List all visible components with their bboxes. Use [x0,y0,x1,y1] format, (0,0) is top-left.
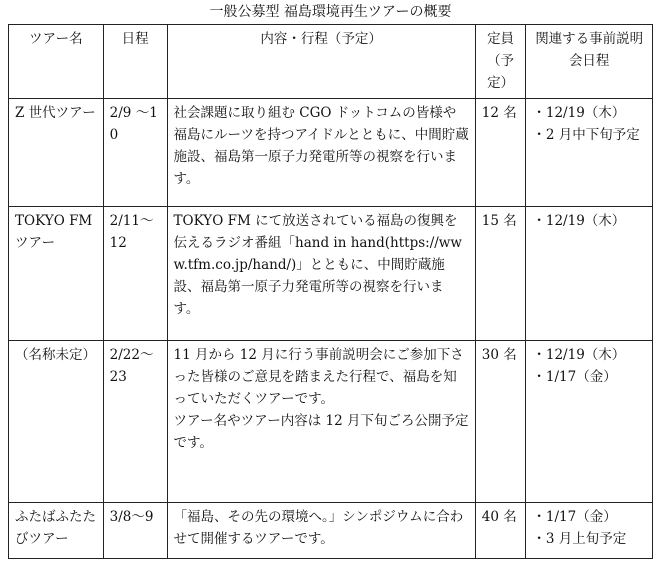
session-date: ・2 月中下旬予定 [532,127,640,143]
content-text: 「福島、その先の環境へ。」シンポジウムに合わせて開催するツアーです。 [173,509,464,547]
session-date: ・1/17（金） [532,369,617,385]
header-tour-name: ツアー名 [9,25,104,99]
session-date: ・12/19（木） [532,105,626,121]
document-title: 一般公募型 福島環境再生ツアーの概要 [209,4,452,20]
cell-session [526,341,653,503]
table-row [9,503,653,559]
cell-date: 3/8～9 [103,503,167,559]
cell-tour-name: ふたばふたたびツアー [9,503,104,559]
header-date: 日程 [103,25,167,99]
cell-content [167,341,475,503]
cell-content [167,99,475,207]
cell-date: 2/9 ～10 [103,99,167,207]
cell-content [167,503,475,559]
content-text: ツアー名やツアー内容は 12 月下旬ごろ公開予定です。 [173,413,469,451]
cell-capacity: 40 名 [475,503,526,559]
cell-session [526,99,653,207]
session-date: ・1/17（金） [532,509,617,525]
content-text: 社会課題に取り組む CGO ドットコムの皆様や福島にルーツを持つアイドルとともに、中間貯蔵施設、福島第一原子力発電所等の視察を行います。 [173,105,469,187]
header-session: 関連する事前説明会日程 [526,25,653,99]
cell-capacity: 15 名 [475,207,526,341]
table-row [9,99,653,207]
header-content: 内容・行程（予定） [167,25,475,99]
table-header-row [9,25,653,99]
session-date: ・12/19（木） [532,347,626,363]
table-row [9,341,653,503]
content-text: 11 月から 12 月に行う事前説明会にご参加下さった皆様のご意見を踏まえた行程で、福島を知っていただくツアーです。 [173,347,464,407]
tour-overview-table [8,24,653,559]
header-capacity: 定員（予定） [475,25,526,99]
cell-tour-name: TOKYO FM ツアー [9,207,104,341]
content-text: TOKYO FM にて放送されている福島の復興を伝えるラジオ番組「hand in hand(https://www.tfm.co.jp/hand/)」とともに、中間貯蔵施設、福島第一原子力発電所等の視察を行います。 [173,213,462,317]
cell-content [167,207,475,341]
session-date: ・3 月上旬予定 [532,531,627,547]
cell-capacity: 30 名 [475,341,526,503]
session-date: ・12/19（木） [532,213,626,229]
cell-capacity: 12 名 [475,99,526,207]
cell-tour-name: （名称未定） [9,341,104,503]
cell-session [526,503,653,559]
table-row [9,207,653,341]
cell-date: 2/11～12 [103,207,167,341]
cell-date: 2/22～23 [103,341,167,503]
cell-tour-name: Z 世代ツアー [9,99,104,207]
cell-session [526,207,653,341]
